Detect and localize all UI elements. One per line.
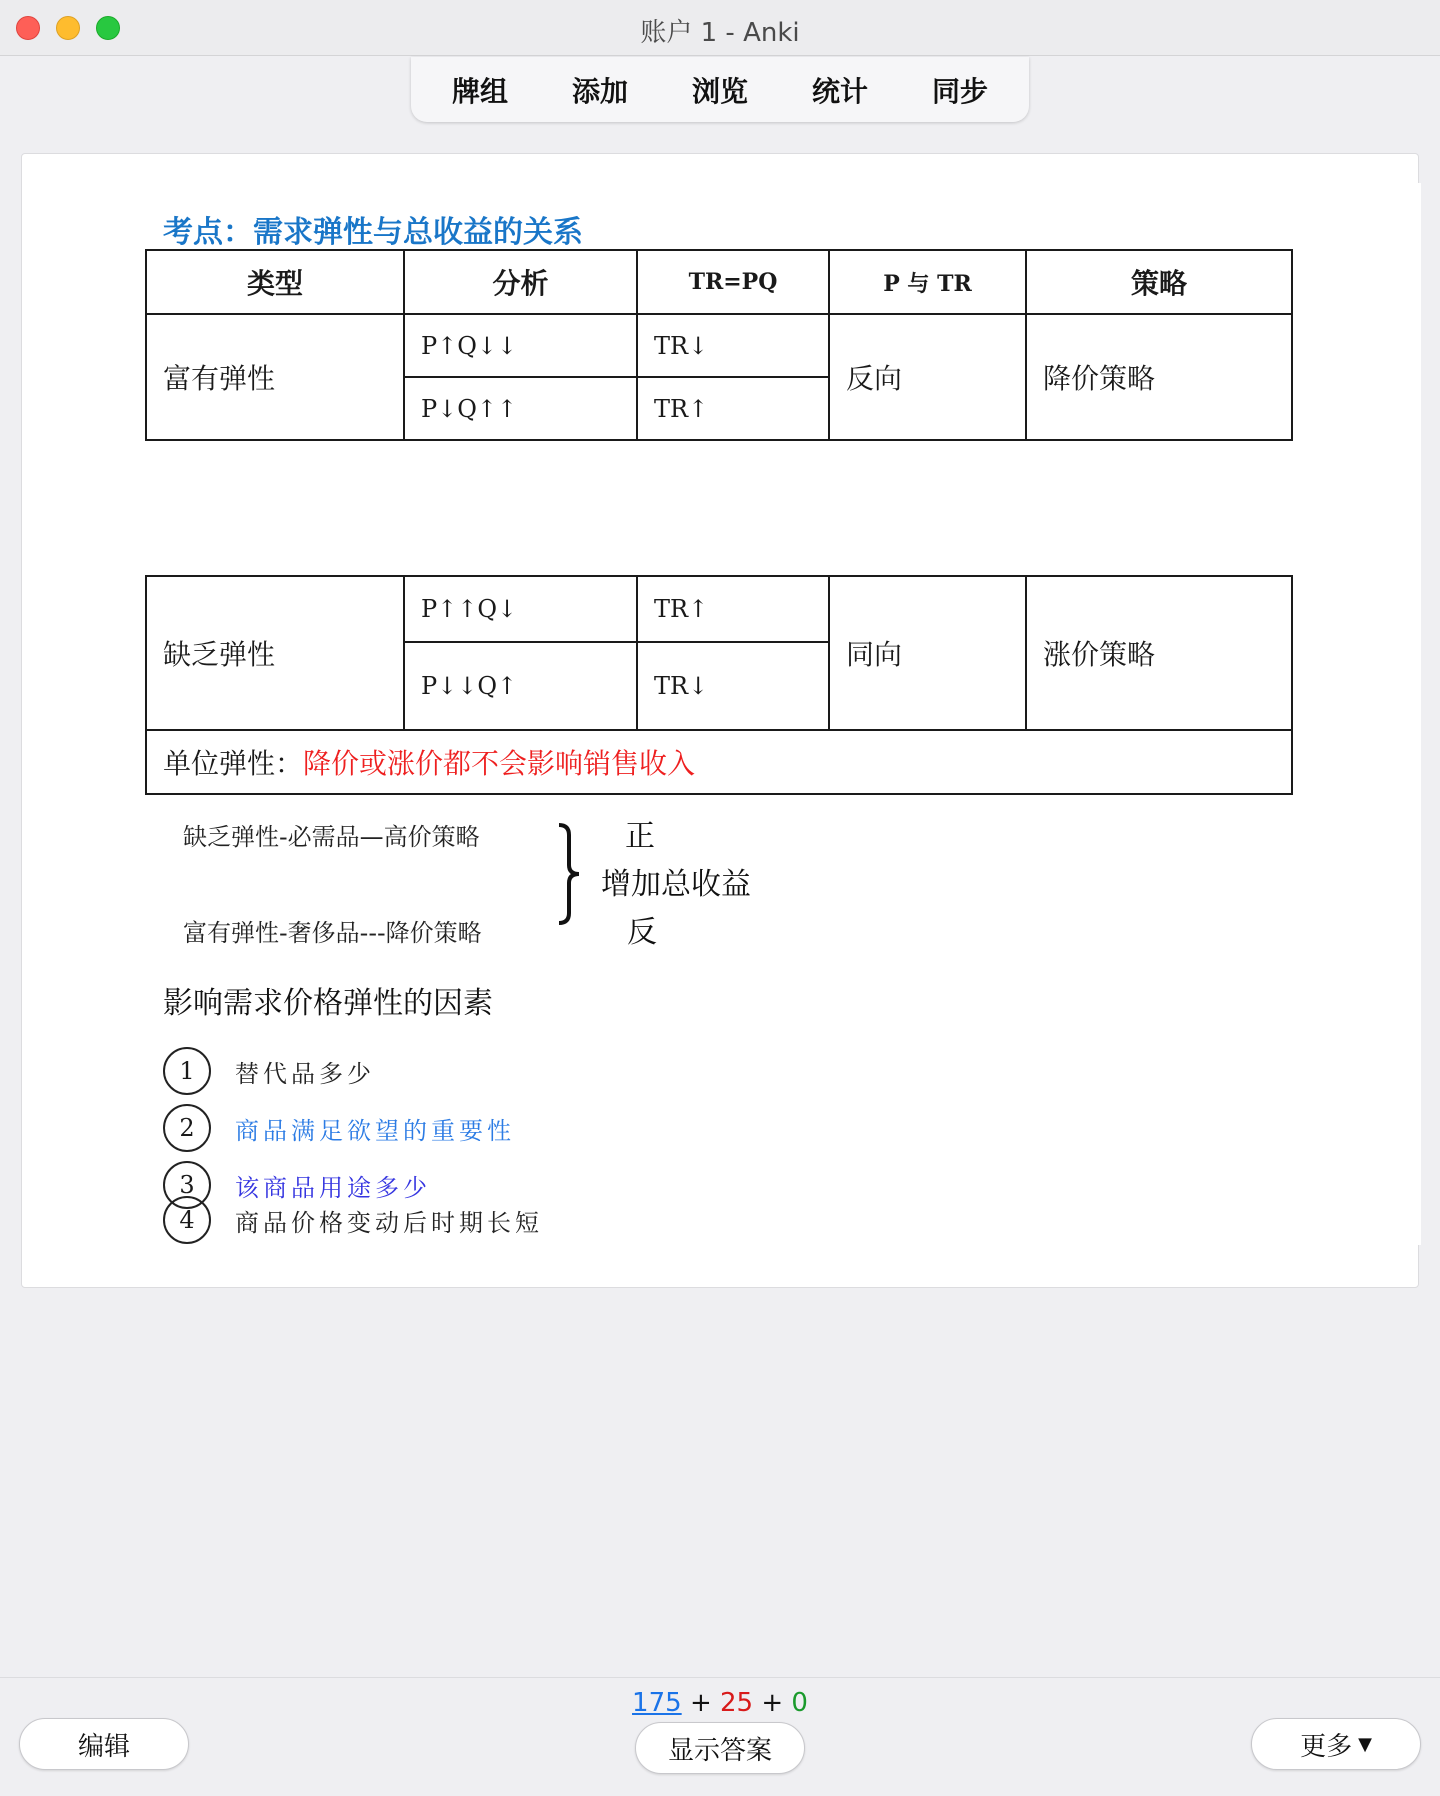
toolbar-browse[interactable]: 浏览 [691,74,748,108]
new-count[interactable]: 175 [632,1688,682,1718]
inelasticity-table [145,575,1293,795]
window-title: 账户 1 - Anki [640,18,800,48]
brace-icon [557,821,585,927]
note-line-2: 富有弹性-奢侈品---降价策略 [183,919,482,947]
elasticity-table [145,249,1293,441]
elastic-strategy: 降价策略 [1026,314,1292,440]
elastic-tr-2: TR↑ [637,377,829,440]
card-heading: 考点：需求弹性与总收益的关系 [163,215,583,250]
note-negative: 反 [627,915,657,950]
factor-number: 3 [163,1161,211,1209]
factor-number: 1 [163,1047,211,1095]
inelastic-type: 缺乏弹性 [146,576,404,730]
factor-number: 2 [163,1104,211,1152]
toolbar-sync[interactable]: 同步 [931,74,988,108]
inelastic-tr-2: TR↓ [637,642,829,730]
elastic-analysis-1: P↑Q↓↓ [404,314,637,377]
review-card [21,153,1419,1288]
inelastic-analysis-1: P↑↑Q↓ [404,576,637,642]
more-label: 更多 [1300,1731,1353,1762]
factor-item [163,1047,375,1095]
toolbar-add[interactable]: 添加 [571,74,628,108]
factor-item [163,1196,543,1244]
header-strategy: 策略 [1026,250,1292,314]
edit-button[interactable]: 编辑 [19,1718,189,1770]
inelastic-analysis-2: P↓↓Q↑ [404,642,637,730]
count-separator: + [689,1688,712,1718]
inelastic-strategy: 涨价策略 [1026,576,1292,730]
note-center: 增加总收益 [601,867,751,902]
unit-label: 单位弹性： [163,747,304,780]
header-analysis: 分析 [404,250,637,314]
elastic-analysis-2: P↓Q↑↑ [404,377,637,440]
inelastic-tr-1: TR↑ [637,576,829,642]
elastic-relation: 反向 [829,314,1026,440]
inelastic-relation: 同向 [829,576,1026,730]
note-positive: 正 [625,819,655,854]
factor-number: 4 [163,1196,211,1244]
count-separator: + [761,1688,784,1718]
unit-elasticity-row [146,730,1292,794]
unit-text: 降价或涨价都不会影响销售收入 [303,747,696,780]
review-count: 0 [791,1688,808,1718]
header-p-tr: P 与 TR [829,250,1026,314]
caret-down-icon: ▼ [1358,1733,1372,1755]
factor-text: 商品满足欲望的重要性 [235,1116,515,1145]
elastic-tr-1: TR↓ [637,314,829,377]
header-type: 类型 [146,250,404,314]
factor-text: 该商品用途多少 [235,1173,431,1202]
card-content [63,183,1421,1245]
factor-text: 商品价格变动后时期长短 [235,1208,543,1237]
elastic-type: 富有弹性 [146,314,404,440]
main-toolbar [411,57,1029,122]
more-button[interactable] [1251,1718,1421,1770]
note-line-1: 缺乏弹性-必需品—高价策略 [183,823,480,851]
title-bar [0,0,1440,56]
header-tr: TR=PQ [637,250,829,314]
factors-title: 影响需求价格弹性的因素 [163,986,493,1021]
factor-item [163,1104,515,1152]
due-counts [0,1688,1440,1718]
learn-count: 25 [720,1688,754,1718]
show-answer-button[interactable]: 显示答案 [635,1722,805,1774]
toolbar-decks[interactable]: 牌组 [451,74,508,108]
bottom-bar [0,1677,1440,1796]
toolbar-stats[interactable]: 统计 [811,74,868,108]
factor-text: 替代品多少 [235,1059,375,1088]
